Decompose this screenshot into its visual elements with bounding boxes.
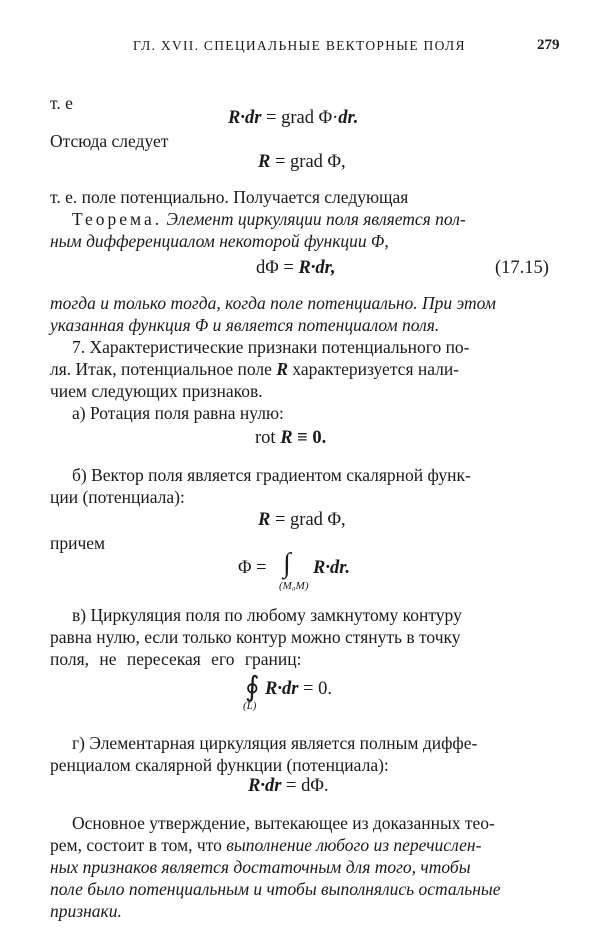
equation-2 (258, 152, 346, 173)
item-v-formula (265, 679, 332, 700)
item-g-formula (248, 776, 329, 797)
item-a-rest: ≡ 0. (292, 428, 327, 448)
theorem-formula (256, 258, 336, 279)
item-v-rest: = 0. (298, 679, 332, 699)
text-potentsialno: т. е. поле потенциально. Получается следующая (50, 187, 409, 207)
item-a-R: R (280, 428, 293, 448)
item-b-line-1: б) Вектор поля является градиентом скалярной функ- (72, 465, 471, 485)
text-te: т. е (50, 93, 73, 113)
item-a-rot: rot (255, 428, 281, 448)
item-a-formula (255, 428, 326, 449)
theorem-formula-lhs: dΦ = (256, 258, 299, 278)
item-v-line-2: равна нулю, если только контур можно стянуть в точку (50, 627, 461, 647)
eq1-mid: = grad Φ· (261, 108, 339, 128)
conclusion-line-4: поле было потенциальным и чтобы выполнялись остальные (50, 879, 501, 899)
conclusion-line-2a: рем, состоит в том, что (50, 835, 227, 855)
theorem-text-1: Элемент циркуляции поля является пол- (166, 209, 466, 229)
conclusion-line-1: Основное утверждение, вытекающее из доказанных тео- (72, 813, 495, 833)
theorem-word: Теорема. (72, 209, 163, 229)
item-v-R: R·dr (265, 679, 299, 699)
text-pricem: причем (50, 533, 106, 553)
theorem-line-1 (72, 208, 466, 230)
conclusion-line-2b: выполнение любого из перечислен- (226, 835, 482, 855)
integral-subscript: (M₀M) (279, 580, 309, 592)
eq2-lhs: R (258, 152, 271, 172)
item-a-text: а) Ротация поля равна нулю: (72, 403, 284, 423)
section-7-line-3: чием следующих признаков. (50, 381, 263, 401)
eq1-rhs: dr. (338, 108, 359, 128)
text-otsyuda: Отсюда следует (50, 131, 169, 151)
item-b-rest: = grad Φ, (270, 510, 346, 530)
item-v-line-1: в) Циркуляция поля по любому замкнутому контуру (72, 605, 462, 625)
item-g-line-1: г) Элементарная циркуляция является полным диффе- (72, 733, 478, 753)
phi-rhs: R·dr. (313, 558, 351, 578)
item-g-line-2: ренциалом скалярной функции (потенциала): (50, 755, 389, 775)
phi-lhs: Φ = (238, 558, 267, 578)
equation-1 (228, 108, 358, 129)
page-number: 279 (537, 37, 560, 53)
theorem-line-4: указанная функция Φ и является потенциалом поля. (50, 315, 440, 335)
item-v-line-3: поля, не пересекая его границ: (50, 649, 302, 669)
contour-integral-sign: ∮ (245, 672, 260, 703)
contour-integral-subscript: (L) (243, 700, 257, 712)
section-7-line-1: 7. Характеристические признаки потенциального по- (72, 337, 470, 357)
item-b-formula (258, 510, 346, 531)
conclusion-line-5: признаки. (50, 901, 122, 921)
item-b-line-2: ции (потенциала): (50, 487, 185, 507)
item-b-R: R (258, 510, 271, 530)
section-7-R: R (276, 359, 288, 379)
section-7-text-b: характеризуется нали- (288, 359, 460, 379)
item-g-rest: = dΦ. (281, 776, 329, 796)
eq2-rhs: = grad Φ, (270, 152, 346, 172)
section-7-line-2 (50, 358, 459, 380)
item-g-R: R·dr (248, 776, 282, 796)
section-7-text-a: ля. Итак, потенциальное поле (50, 359, 277, 379)
conclusion-line-3: ных признаков является достаточным для того, чтобы (50, 857, 471, 877)
theorem-line-2: ным дифференциалом некоторой функции Φ, (50, 231, 389, 251)
theorem-formula-rhs: R·dr, (298, 258, 336, 278)
theorem-line-3: тогда и только тогда, когда поле потенциально. При этом (50, 293, 496, 313)
running-title: ГЛ. XVII. СПЕЦИАЛЬНЫЕ ВЕКТОРНЫЕ ПОЛЯ (133, 38, 466, 53)
integral-sign: ∫ (283, 548, 291, 579)
eq1-lhs: R·dr (228, 108, 262, 128)
equation-number: (17.15) (495, 258, 549, 278)
conclusion-line-2 (50, 834, 481, 856)
